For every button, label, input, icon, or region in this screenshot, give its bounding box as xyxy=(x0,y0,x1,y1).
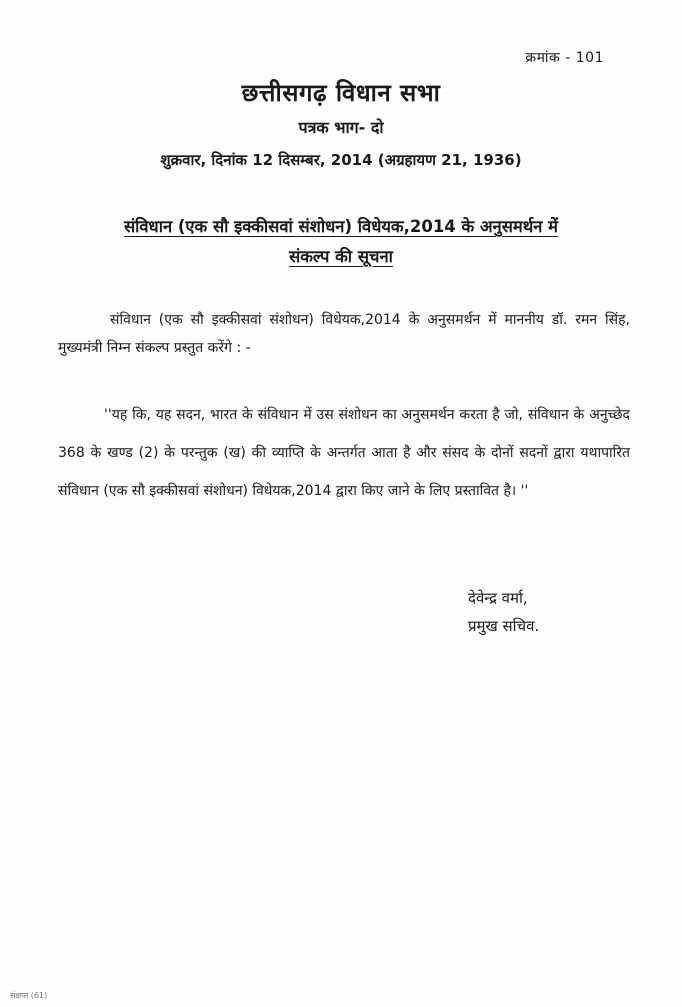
date-line: शुक्रवार, दिनांक 12 दिसम्बर, 2014 (अग्रहायण 21, 1936) xyxy=(160,151,522,169)
serial-number: क्रमांक - 101 xyxy=(525,50,604,66)
signatory-designation: प्रमुख सचिव. xyxy=(468,617,540,635)
assembly-title: छत्तीसगढ़ विधान सभा xyxy=(241,79,441,107)
signatory-name: देवेन्द्र वर्मा, xyxy=(468,589,528,607)
signature-block xyxy=(468,584,648,640)
resolution-paragraph: ''यह कि, यह सदन, भारत के संविधान में उस संशोधन का अनुसमर्थन करता है जो, संविधान के अनुच्छेद 368 के खण्ड (2) के परन्तुक (ख) की व्याप्ति के अन्तर्गत आता है और संसद के दोनों सदनों द्वारा यथापारित संविधान (एक सौ इक्कीसवां संशोधन) विधेयक,2014 द्वारा किए जाने के लिए प्रस्तावित है। '' xyxy=(58,407,630,499)
notice-heading xyxy=(50,212,632,272)
intro-paragraph: संविधान (एक सौ इक्कीसवां संशोधन) विधेयक,2014 के अनुसमर्थन में माननीय डॉ. रमन सिंह, मुख्यमंत्री निम्न संकल्प प्रस्तुत करेंगे : - xyxy=(58,312,630,356)
bulletin-part-title: पत्रक भाग- दो xyxy=(298,118,384,137)
footer-print-mark: संक्षप्त (61) xyxy=(10,991,48,1000)
notice-heading-line-1: संविधान (एक सौ इक्कीसवां संशोधन) विधेयक,2014 के अनुसमर्थन में xyxy=(123,217,559,236)
notice-heading-line-2: संकल्प की सूचना xyxy=(289,247,393,266)
